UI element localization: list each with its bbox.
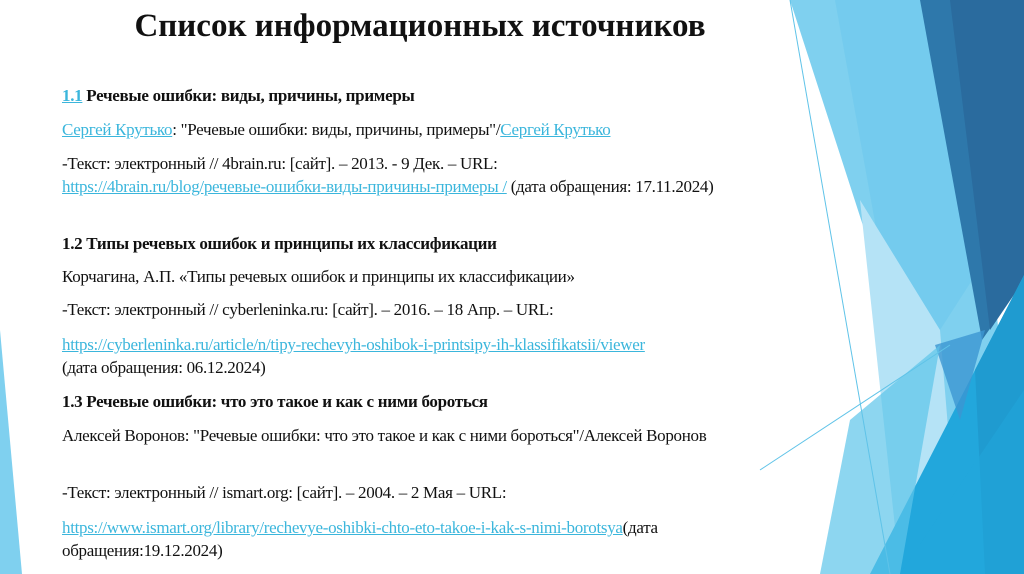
source-2-details: -Текст: электронный // cyberleninka.ru: [сайт]. – 2016. – 18 Апр. – URL:: [62, 300, 554, 319]
source-1-author: [62, 118, 782, 141]
source-1-url[interactable]: https://4brain.ru/blog/речевые-ошибки-виды-причины-примеры /: [62, 177, 507, 196]
heading-text: Речевые ошибки: виды, причины, примеры: [82, 86, 415, 105]
source-3-author: Алексей Воронов: "Речевые ошибки: что это такое и как с ними бороться"/Алексей Воронов: [62, 426, 707, 445]
source-1-details: [62, 152, 782, 198]
access-date: (дата обращения: 06.12.2024): [62, 358, 266, 377]
author-link[interactable]: Сергей Крутько: [500, 120, 611, 139]
slide-title: Список информационных источников: [134, 8, 706, 44]
source-2-url-block: [62, 333, 782, 379]
author-title: : "Речевые ошибки: виды, причины, примеры"/: [172, 120, 501, 139]
author-link[interactable]: Сергей Крутько: [62, 120, 173, 139]
source-2-heading: 1.2 Типы речевых ошибок и принципы их классификации: [62, 234, 497, 253]
source-3-heading: 1.3 Речевые ошибки: что это такое и как с ними бороться: [62, 392, 488, 411]
source-3-details: -Текст: электронный // ismart.org: [сайт]. – 2004. – 2 Мая – URL:: [62, 483, 507, 502]
source-2-url[interactable]: https://cyberleninka.ru/article/n/tipy-rechevyh-oshibok-i-printsipy-ih-klassifikatsii/viewer: [62, 335, 645, 354]
access-date: (дата обращения: 17.11.2024): [506, 177, 714, 196]
source-1-heading: [62, 84, 782, 107]
details-text: -Текст: электронный // 4brain.ru: [сайт]. – 2013. - 9 Дек. – URL:: [62, 154, 498, 173]
source-2-author: Корчагина, А.П. «Типы речевых ошибок и принципы их классификации»: [62, 267, 575, 286]
access-date: (дата обращения:19.12.2024): [62, 518, 658, 560]
source-1-number-link[interactable]: 1.1: [62, 86, 83, 105]
source-3-url[interactable]: https://www.ismart.org/library/rechevye-oshibki-chto-eto-takoe-i-kak-s-nimi-borotsya: [62, 518, 623, 537]
source-3-url-block: [62, 516, 782, 562]
